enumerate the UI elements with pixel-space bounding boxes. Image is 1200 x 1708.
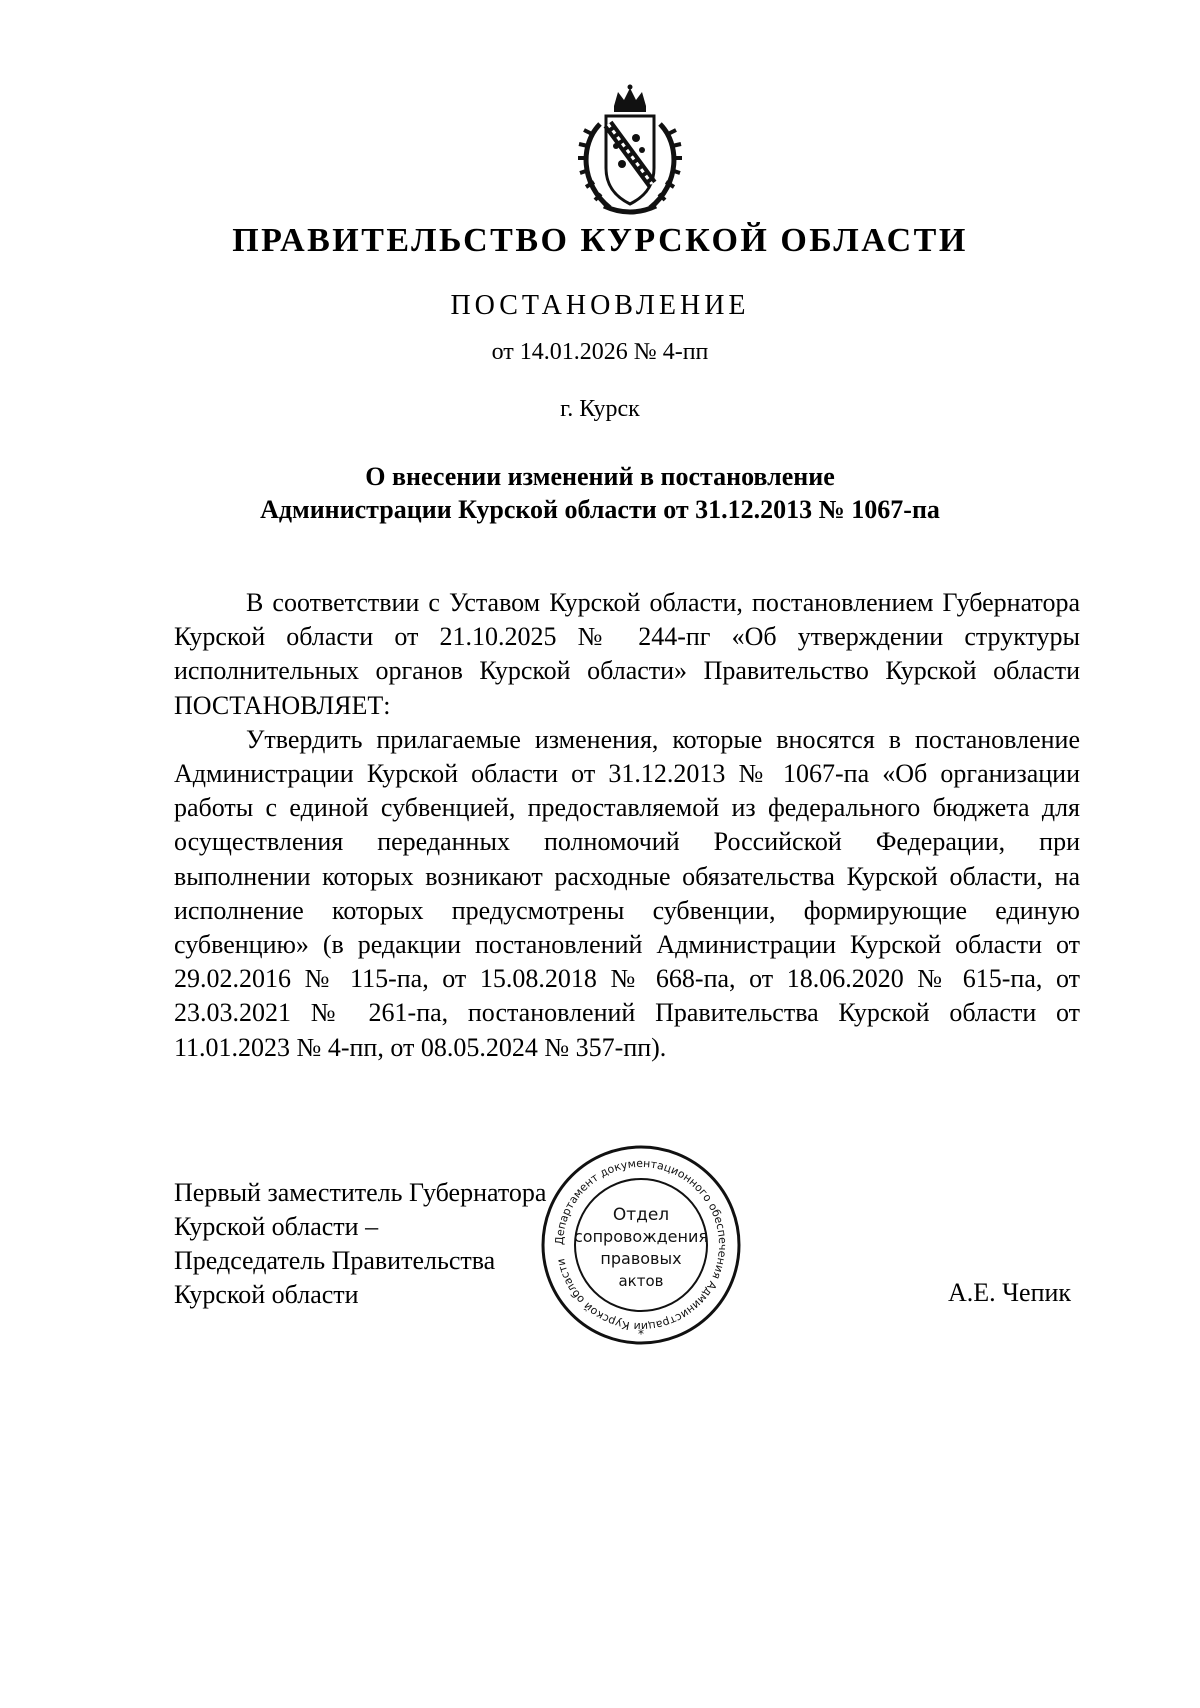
document-city: г. Курск xyxy=(560,396,640,422)
official-stamp xyxy=(538,1142,744,1348)
stamp-outer-text: Департамент документационного обеспечения Администрации Курской области xyxy=(552,1156,730,1334)
stamp-inner-line: сопровождения xyxy=(573,1227,709,1246)
body-paragraph: В соответствии с Уставом Курской области, постановлением Губернатора Курской области от 21.10.2025 № 244-пг «Об утверждении структуры исполнительных органов Курской области» Правительство Курской области ПОСТАНОВЛЯЕТ: xyxy=(174,588,1080,720)
kursk-coat-of-arms-icon xyxy=(570,84,690,218)
body-paragraph: Утвердить прилагаемые изменения, которые вносятся в постановление Администрации Курской области от 31.12.2013 № 1067-па «Об организации работы с единой субвенцией, предоставляемой из федерального бюджета для осуществления переданных полномочий Российской Федерации, при выполнении которых возникают расходные обязательства Курской области, на исполнение которых предусмотрены субвенции, формирующие единую субвенцию» (в редакции постановлений Администрации Курской области от 29.02.2016 № 115-па, от 15.08.2018 № 668-па, от 18.06.2020 № 615-па, от 23.03.2021 № 261-па, постановлений Правительства Курской области от 11.01.2023 № 4-пп, от 08.05.2024 № 357-пп). xyxy=(174,724,1080,1062)
round-seal-icon xyxy=(538,1142,744,1348)
org-title: ПРАВИТЕЛЬСТВО КУРСКОЙ ОБЛАСТИ xyxy=(232,222,968,259)
signer-position-line: Председатель Правительства xyxy=(174,1246,496,1275)
stamp-inner-line: правовых xyxy=(600,1249,682,1268)
signer-position-line: Курской области – xyxy=(174,1212,379,1241)
signer-position-line: Первый заместитель Губернатора xyxy=(174,1178,547,1207)
subject-line: Администрации Курской области от 31.12.2013 № 1067-па xyxy=(260,495,940,524)
signer-name: А.Е. Чепик xyxy=(948,1278,1072,1307)
coat-of-arms-emblem xyxy=(570,84,690,218)
document-subject xyxy=(0,460,1200,526)
stamp-inner-line: актов xyxy=(618,1272,664,1290)
subject-line: О внесении изменений в постановление xyxy=(365,462,835,491)
signer-position-line: Курской области xyxy=(174,1280,359,1309)
document-type: ПОСТАНОВЛЕНИЕ xyxy=(450,290,750,321)
signer-position xyxy=(174,1176,546,1312)
document-number-date: от 14.01.2026 № 4-пп xyxy=(491,339,709,365)
svg-text:*: * xyxy=(638,1327,644,1341)
stamp-inner-line: Отдел xyxy=(612,1205,670,1225)
document-body xyxy=(174,586,1080,1065)
